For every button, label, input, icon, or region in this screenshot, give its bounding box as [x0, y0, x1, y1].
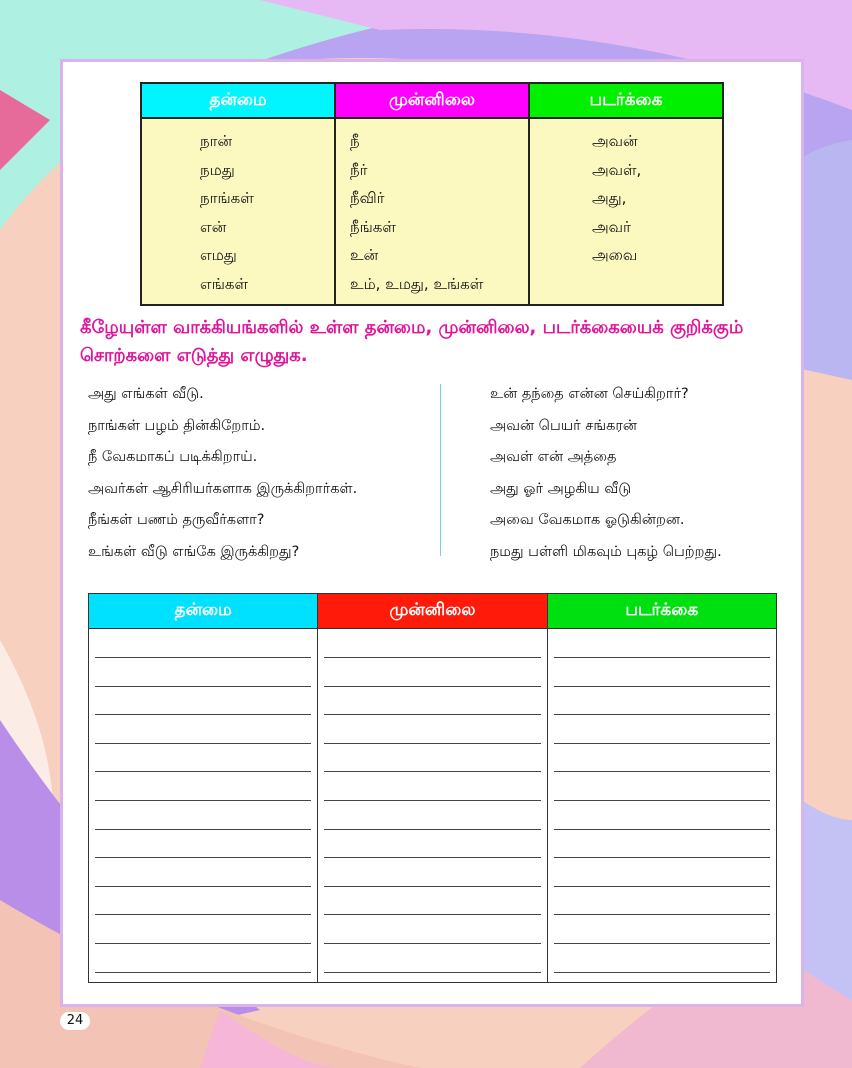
sentence: அவை வேகமாக ஓடுகின்றன.: [490, 512, 685, 529]
pronoun-table: [140, 82, 724, 306]
pronoun-word: எங்கள்: [200, 274, 248, 293]
pronoun-word: நீவிர்: [350, 189, 385, 207]
writing-line: [554, 657, 770, 658]
pronoun-word: நாங்கள்: [200, 189, 254, 207]
writing-line: [324, 714, 540, 715]
writing-line: [554, 886, 770, 887]
writing-line: [554, 972, 770, 973]
sentence: நீ வேகமாகப் படிக்கிறாய்.: [88, 449, 258, 466]
writing-line: [95, 771, 311, 772]
column-divider: [440, 384, 441, 556]
page-number: 24: [60, 1012, 90, 1030]
pronoun-word: உன்: [350, 246, 379, 264]
writing-line: [324, 743, 540, 744]
pronoun-word: அவர்: [592, 217, 631, 236]
writing-line: [554, 943, 770, 944]
writing-line: [324, 886, 540, 887]
sentence-list-right: [490, 384, 810, 574]
second-person-cell: [335, 118, 529, 305]
pronoun-word: அவை: [592, 246, 638, 264]
answer-table-body: [89, 629, 776, 982]
writing-line: [554, 714, 770, 715]
sentence: நாங்கள் பழம் தின்கிறோம்.: [88, 417, 266, 434]
answer-column-second-person[interactable]: [317, 629, 546, 982]
writing-line: [554, 771, 770, 772]
sentence: உங்கள் வீடு எங்கே இருக்கிறது?: [88, 543, 300, 560]
writing-line: [554, 829, 770, 830]
writing-line: [95, 972, 311, 973]
sentence: அவர்கள் ஆசிரியர்களாக இருக்கிறார்கள்.: [88, 480, 358, 497]
answer-header-first-person: தன்மை: [89, 594, 317, 628]
pronoun-word: அவன்: [592, 132, 638, 150]
writing-line: [324, 943, 540, 944]
header-first-person: தன்மை: [141, 83, 335, 118]
writing-line: [554, 686, 770, 687]
sentence: அது எங்கள் வீடு.: [88, 386, 204, 402]
third-person-cell: [529, 118, 723, 305]
pronoun-word: அவள்,: [592, 160, 642, 179]
sentence: நமது பள்ளி மிகவும் புகழ் பெற்றது.: [490, 543, 722, 560]
writing-line: [95, 914, 311, 915]
sentence: அவள் என் அத்தை: [490, 449, 617, 466]
writing-line: [324, 914, 540, 915]
pronoun-word: என்: [200, 217, 227, 236]
writing-line: [324, 972, 540, 973]
answer-column-third-person[interactable]: [547, 629, 776, 982]
pronoun-word: நான்: [200, 132, 233, 150]
writing-line: [95, 943, 311, 944]
pronoun-word: நீ: [350, 132, 360, 150]
sentence: உன் தந்தை என்ன செய்கிறார்?: [490, 386, 689, 402]
pronoun-word: நமது: [200, 160, 235, 179]
writing-line: [95, 829, 311, 830]
writing-line: [324, 857, 540, 858]
writing-line: [95, 686, 311, 687]
writing-line: [95, 657, 311, 658]
writing-line: [554, 914, 770, 915]
writing-line: [554, 743, 770, 744]
pronoun-word: அது,: [592, 189, 627, 207]
writing-line: [324, 771, 540, 772]
header-second-person: முன்னிலை: [335, 83, 529, 118]
sentence: அது ஓர் அழகிய வீடு: [490, 480, 632, 497]
answer-table-header: [89, 594, 776, 629]
writing-line: [324, 800, 540, 801]
writing-line: [95, 857, 311, 858]
sentence: நீங்கள் பணம் தருவீர்களா?: [88, 512, 265, 529]
sentence-list-left: [88, 384, 428, 574]
writing-line: [324, 657, 540, 658]
pronoun-word: உம், உமது, உங்கள்: [350, 274, 484, 293]
pronoun-word: நீர்: [350, 160, 368, 179]
writing-line: [554, 800, 770, 801]
answer-column-first-person[interactable]: [89, 629, 317, 982]
pronoun-word: நீங்கள்: [350, 217, 396, 236]
writing-line: [95, 714, 311, 715]
header-third-person: படர்க்கை: [529, 83, 723, 118]
answer-header-third-person: படர்க்கை: [547, 594, 776, 628]
writing-line: [554, 857, 770, 858]
exercise-instruction: கீழேயுள்ள வாக்கியங்களில் உள்ள தன்மை, முன்னிலை, படர்க்கையைக் குறிக்கும் சொற்களை எடுத்து எழுதுக.: [80, 317, 744, 366]
sentence: அவன் பெயர் சங்கரன்: [490, 417, 637, 434]
pronoun-word: எமது: [200, 246, 237, 264]
writing-line: [95, 886, 311, 887]
first-person-cell: [141, 118, 335, 305]
writing-line: [324, 686, 540, 687]
answer-header-second-person: முன்னிலை: [317, 594, 546, 628]
writing-line: [95, 800, 311, 801]
answer-table: [88, 593, 777, 983]
writing-line: [95, 743, 311, 744]
writing-line: [324, 829, 540, 830]
